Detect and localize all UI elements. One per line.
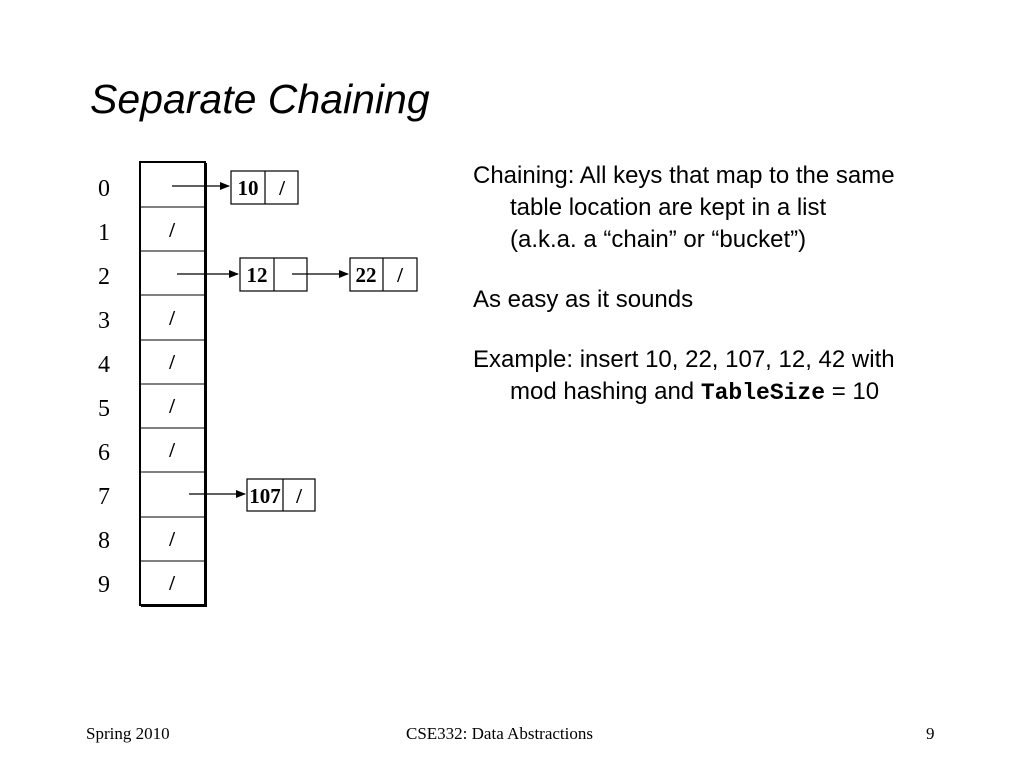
bullet-text: = 10 bbox=[825, 378, 880, 405]
bullet-list bbox=[473, 160, 993, 437]
index-label-8: 8 bbox=[98, 528, 110, 554]
bullet-line: (a.k.a. a “chain” or “bucket”) bbox=[510, 226, 807, 253]
bullet-easy bbox=[473, 284, 993, 316]
bullet-example bbox=[473, 344, 993, 409]
code-tablesize: TableSize bbox=[700, 380, 826, 406]
node-next-null: / bbox=[296, 484, 302, 508]
node-key: 107 bbox=[249, 484, 281, 508]
chain-node-22 bbox=[350, 258, 417, 291]
null-slash-6: / bbox=[169, 438, 175, 462]
bullet-line: table location are kept in a list bbox=[510, 194, 827, 221]
footer-course: CSE332: Data Abstractions bbox=[406, 724, 593, 743]
bullet-line: As easy as it sounds bbox=[473, 286, 694, 313]
index-label-1: 1 bbox=[98, 220, 110, 246]
footer-date: Spring 2010 bbox=[86, 724, 170, 743]
slide-title: Separate Chaining bbox=[90, 76, 430, 122]
bullet-line-code bbox=[473, 376, 993, 409]
bullet-chaining bbox=[473, 160, 993, 256]
bullet-line: Chaining: All keys that map to the same bbox=[473, 162, 895, 189]
node-next-null: / bbox=[279, 176, 285, 200]
index-label-4: 4 bbox=[98, 352, 110, 378]
table-index-labels bbox=[98, 176, 110, 598]
null-slash-1: / bbox=[169, 218, 175, 242]
bullet-line: Example: insert 10, 22, 107, 12, 42 with bbox=[473, 346, 895, 373]
index-label-2: 2 bbox=[98, 264, 110, 290]
node-key: 12 bbox=[246, 263, 268, 287]
index-label-6: 6 bbox=[98, 440, 110, 466]
chain-node-10 bbox=[231, 171, 298, 204]
node-next-null: / bbox=[397, 263, 403, 287]
index-label-0: 0 bbox=[98, 176, 110, 202]
index-label-3: 3 bbox=[98, 308, 110, 334]
index-label-5: 5 bbox=[98, 396, 110, 422]
chain-node-107 bbox=[247, 479, 315, 511]
null-slash-9: / bbox=[169, 571, 175, 595]
index-label-7: 7 bbox=[98, 484, 110, 510]
footer-page-number: 9 bbox=[926, 724, 935, 743]
index-label-9: 9 bbox=[98, 572, 110, 598]
node-key: 22 bbox=[355, 263, 377, 287]
bullet-text: mod hashing and bbox=[510, 378, 701, 405]
null-slash-5: / bbox=[169, 394, 175, 418]
null-slash-8: / bbox=[169, 527, 175, 551]
node-key: 10 bbox=[237, 176, 259, 200]
hash-table bbox=[140, 162, 207, 607]
null-slash-3: / bbox=[169, 306, 175, 330]
null-slash-4: / bbox=[169, 350, 175, 374]
